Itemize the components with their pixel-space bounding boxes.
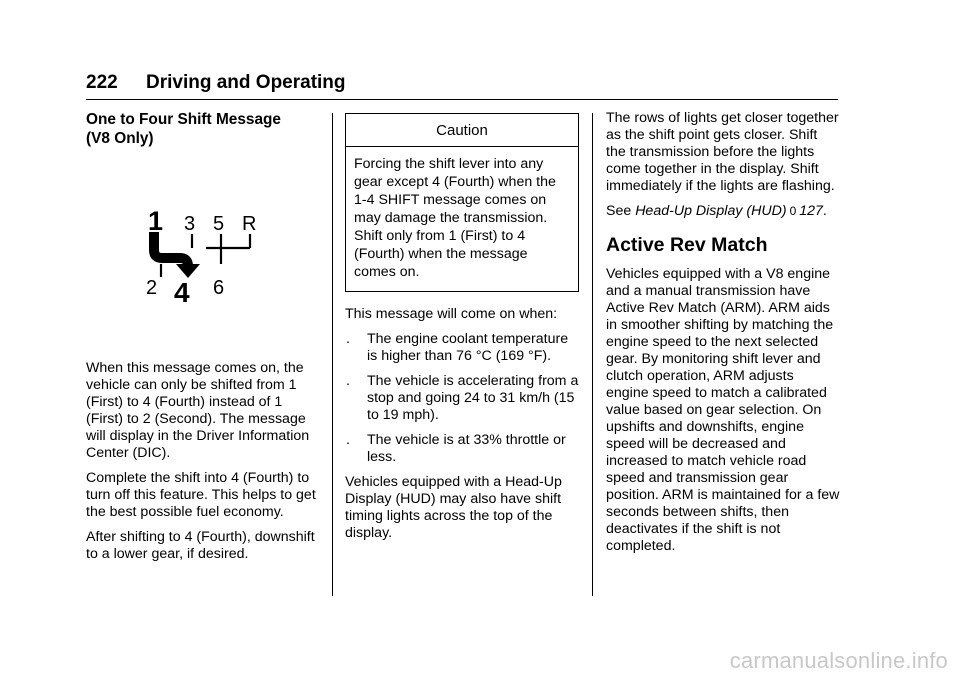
list-item-text: The vehicle is at 33% throttle or less. xyxy=(367,432,566,465)
header-rule xyxy=(86,99,838,100)
column-divider xyxy=(332,113,333,596)
gear-label-4: 4 xyxy=(174,277,190,302)
list-item-text: The engine coolant temperature is higher than 76 °C (169 °F). xyxy=(367,331,569,364)
column-1-body xyxy=(86,360,322,571)
caution-body: Forcing the shift lever into any gear except 4 (Fourth) when the 1-4 SHIFT message comes on may damage the transmission. Shift only from 1 (First) to 4 (Fourth) when the message comes on. xyxy=(354,156,556,280)
gear-label-r: R xyxy=(242,213,257,235)
column-3 xyxy=(606,110,840,563)
gear-label-3: 3 xyxy=(184,213,196,235)
gear-label-5: 5 xyxy=(213,213,225,235)
cross-reference xyxy=(606,203,840,220)
paragraph: When this message comes on, the vehicle can only be shifted from 1 (First) to 4 (Fourth) instead of 1 (First) to 2 (Second). The message will display in the Driver Information Center (DIC). xyxy=(86,360,310,461)
section-title: Driving and Operating xyxy=(146,72,346,93)
paragraph: Vehicles equipped with a Head-Up Display (HUD) may also have shift timing lights across the top of the display. xyxy=(345,474,562,541)
see-suffix: . xyxy=(822,203,827,219)
bullet-marker: . xyxy=(346,331,350,347)
bullet-marker: . xyxy=(346,373,350,389)
xref-page[interactable]: 127 xyxy=(799,203,823,219)
list-item xyxy=(345,331,581,365)
paragraph: Vehicles equipped with a V8 engine and a manual transmission have Active Rev Match (ARM). ARM aids in smoother shifting by matching the engine speed to the next selected gear. By monitoring shift lever and clutch operation, ARM adjusts engine speed to match a calibrated value based on gear selection. On upshifts and downshifts, engine speed will be decreased and increased to match vehicle road speed and transmission gear position. ARM is maintained for a few seconds between shifts, then deactivates if the shift is not completed. xyxy=(606,266,840,554)
shift-path xyxy=(154,232,188,266)
list-item xyxy=(345,432,581,466)
paragraph: The rows of lights get closer together as the shift point gets closer. Shift the transmission before the lights come together in the display. Shift immediately if the lights are flashing. xyxy=(606,110,839,194)
shift-pattern-svg xyxy=(146,202,266,302)
page-number: 222 xyxy=(86,72,118,93)
shift-arrow xyxy=(176,264,200,278)
page-ref-icon: 0 xyxy=(789,204,797,218)
list-item xyxy=(345,373,581,424)
caution-box xyxy=(345,113,579,292)
list-item-text: The vehicle is accelerating from a stop and going 24 to 31 km/h (15 to 19 mph). xyxy=(367,373,579,423)
gear-label-2: 2 xyxy=(146,277,158,299)
column-1 xyxy=(86,110,322,562)
watermark: carmanualsonline.info xyxy=(729,648,948,673)
page-header xyxy=(86,70,838,102)
paragraph: This message will come on when: xyxy=(345,306,558,322)
gear-label-1: 1 xyxy=(148,206,164,236)
bullet-marker: . xyxy=(346,432,350,448)
see-prefix: See xyxy=(606,203,636,219)
xref-link[interactable]: Head-Up Display (HUD) xyxy=(635,203,787,219)
column-divider xyxy=(592,113,593,596)
gear-label-6: 6 xyxy=(213,277,225,299)
section-heading: Active Rev Match xyxy=(606,234,768,256)
paragraph: Complete the shift into 4 (Fourth) to turn off this feature. This helps to get the best possible fuel economy. xyxy=(86,470,316,520)
heading-line: One to Four Shift Message xyxy=(86,111,281,128)
column-2 xyxy=(345,110,581,550)
caution-title: Caution xyxy=(346,114,578,147)
heading-line: (V8 Only) xyxy=(86,130,154,147)
subsection-heading xyxy=(86,110,322,148)
paragraph: After shifting to 4 (Fourth), downshift to a lower gear, if desired. xyxy=(86,529,315,562)
shift-pattern-diagram xyxy=(146,202,266,302)
